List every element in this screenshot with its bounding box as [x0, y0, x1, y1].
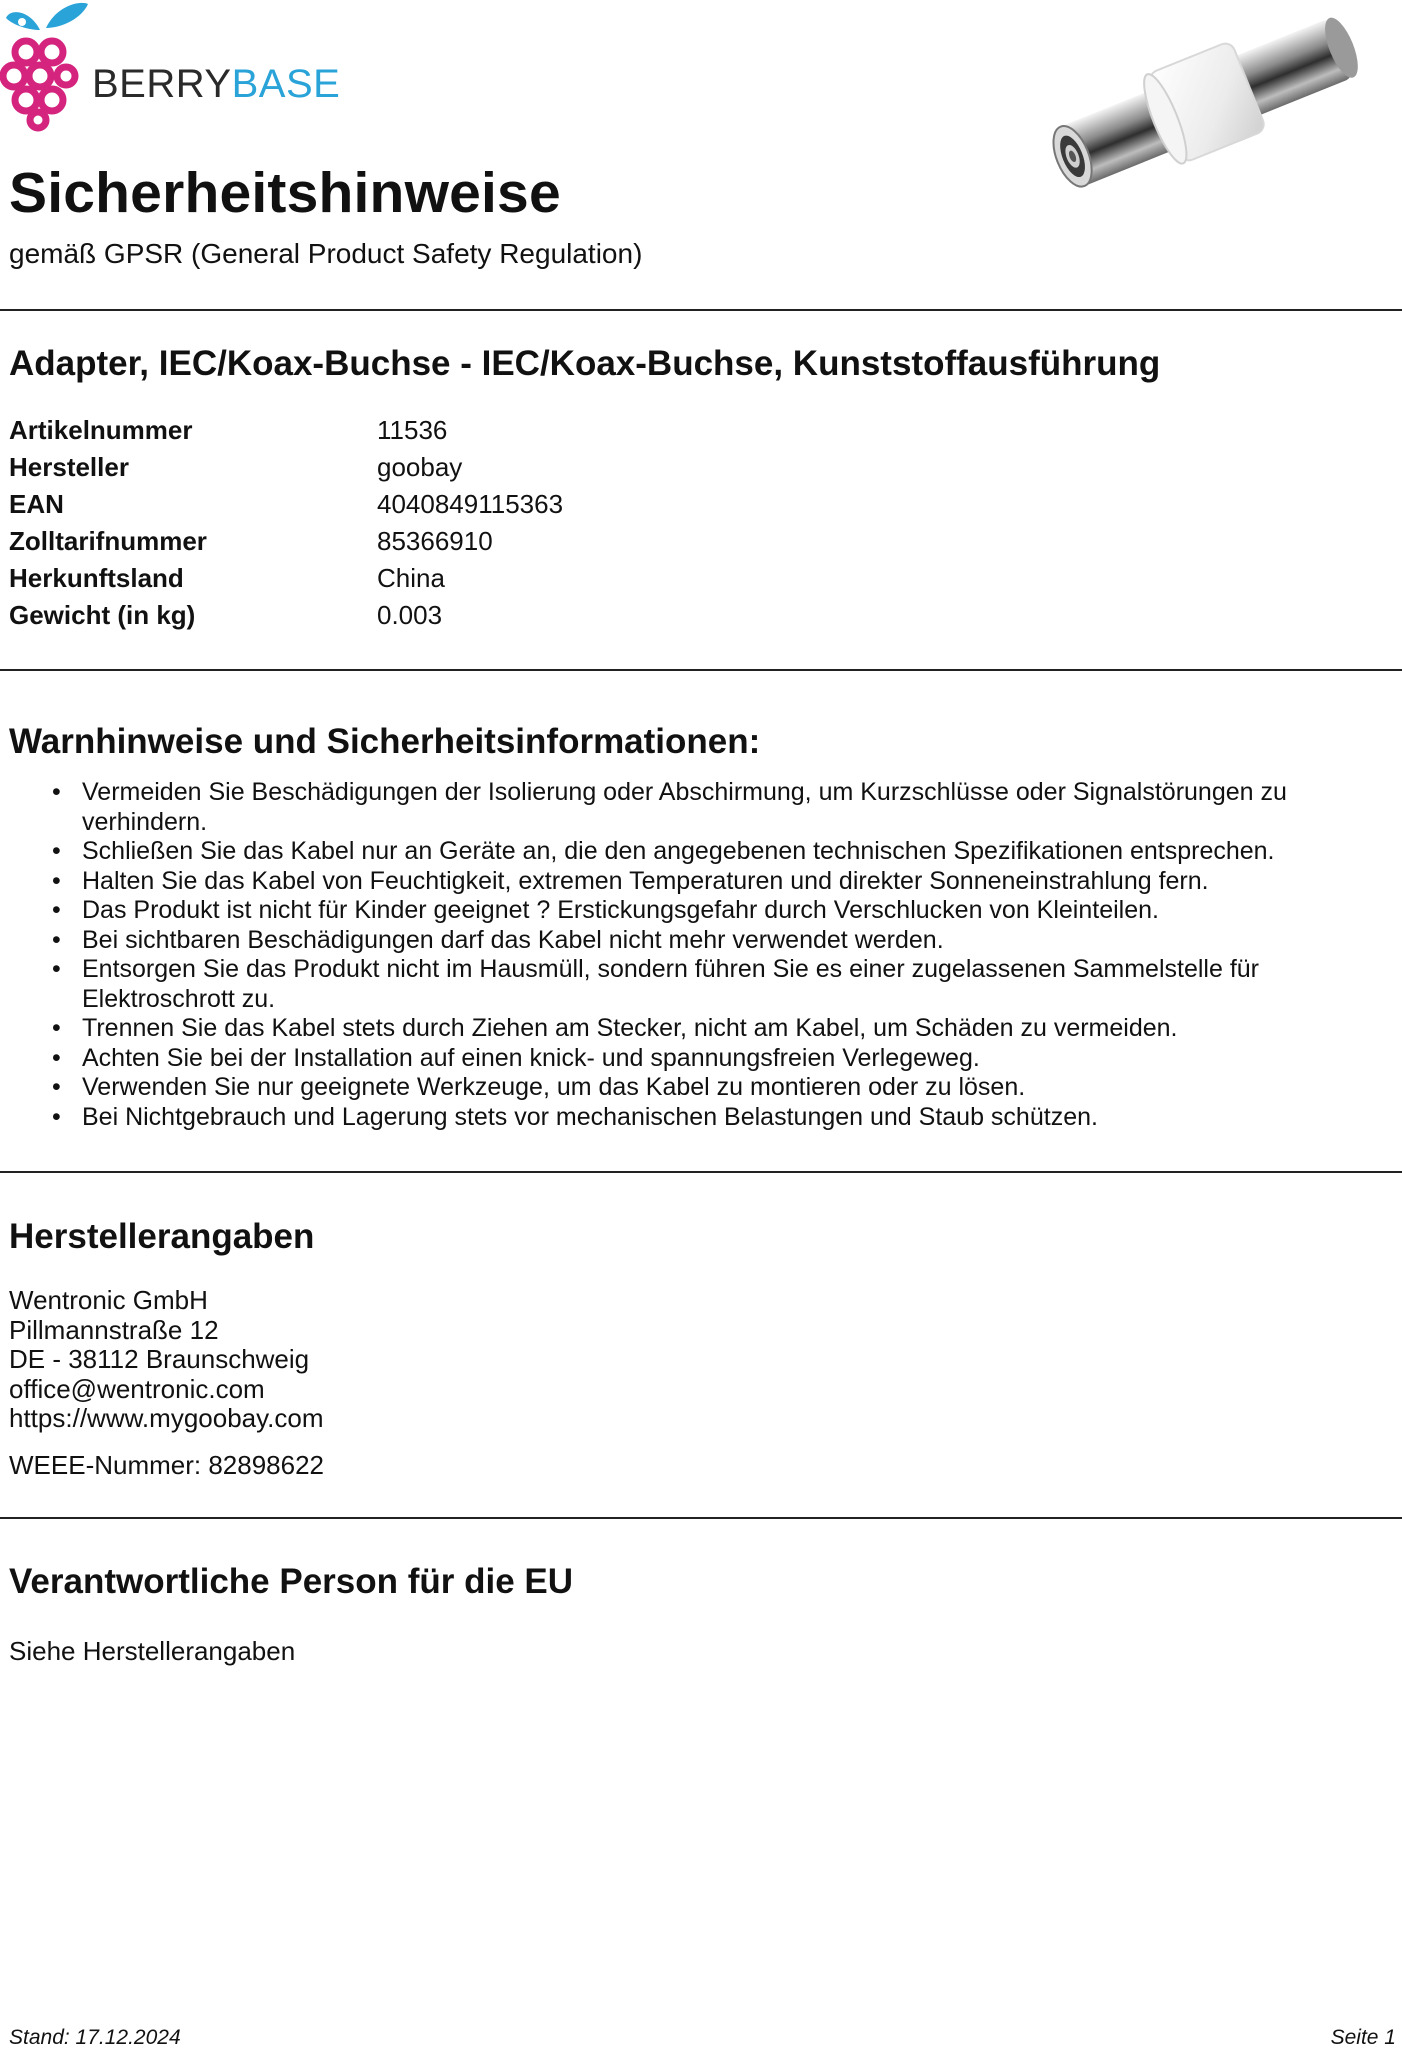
spec-row [9, 523, 563, 560]
website-link[interactable]: https://www.mygoobay.com [9, 1403, 324, 1433]
footer-page-number: Seite 1 [1330, 2026, 1396, 2049]
list-item: • Das Produkt ist nicht für Kinder geeignet ? Erstickungsgefahr durch Verschlucken von Kleinteilen. [0, 896, 1360, 926]
spec-value: China [377, 563, 445, 593]
spec-label: Artikelnummer [9, 415, 193, 445]
list-item: • Trennen Sie das Kabel stets durch Ziehen am Stecker, nicht am Kabel, um Schäden zu vermeiden. [0, 1014, 1360, 1044]
spec-value: 0.003 [377, 600, 443, 630]
spec-label: Herkunftsland [9, 563, 184, 593]
manufacturer-heading: Herstellerangaben [9, 1217, 315, 1256]
warnings-list [0, 778, 1360, 1132]
product-image [1042, 0, 1372, 205]
eu-person-heading: Verantwortliche Person für die EU [9, 1562, 574, 1601]
logo-wordmark [92, 62, 340, 107]
footer-date: Stand: 17.12.2024 [9, 2026, 181, 2049]
eu-person-text: Siehe Herstellerangaben [9, 1636, 296, 1666]
divider [0, 669, 1402, 671]
spec-row [9, 449, 563, 486]
logo-text-base: BASE [231, 62, 341, 106]
company-name: Wentronic GmbH [9, 1285, 208, 1315]
spec-label: Hersteller [9, 452, 129, 482]
page-title: Sicherheitshinweise [9, 161, 561, 225]
spec-label: EAN [9, 489, 64, 519]
spec-label: Gewicht (in kg) [9, 600, 196, 630]
divider [0, 1171, 1402, 1173]
spec-value: 85366910 [377, 526, 493, 556]
spec-table [9, 412, 563, 634]
coax-adapter-image [1042, 0, 1372, 205]
list-item: • Bei Nichtgebrauch und Lagerung stets vor mechanischen Belastungen und Staub schützen. [0, 1103, 1360, 1133]
spec-row [9, 412, 563, 449]
list-item: • Vermeiden Sie Beschädigungen der Isolierung oder Abschirmung, um Kurzschlüsse oder Signalstörungen zu verhindern. [0, 778, 1360, 837]
spec-row [9, 560, 563, 597]
list-item: • Achten Sie bei der Installation auf einen knick- und spannungsfreien Verlegeweg. [0, 1044, 1360, 1074]
list-item: • Schließen Sie das Kabel nur an Geräte an, die den angegebenen technischen Spezifikationen entsprechen. [0, 837, 1360, 867]
list-item: • Verwenden Sie nur geeignete Werkzeuge, um das Kabel zu montieren oder zu lösen. [0, 1073, 1360, 1103]
list-item: • Halten Sie das Kabel von Feuchtigkeit, extremen Temperaturen und direkter Sonneneinstrahlung fern. [0, 867, 1360, 897]
manufacturer-address [9, 1286, 324, 1434]
logo-text-berry: BERRY [92, 62, 232, 106]
spec-row [9, 486, 563, 523]
email-link[interactable]: office@wentronic.com [9, 1373, 265, 1404]
divider [0, 1517, 1402, 1519]
page-subtitle: gemäß GPSR (General Product Safety Regulation) [9, 238, 643, 269]
street: Pillmannstraße 12 [9, 1314, 219, 1345]
spec-value: 11536 [377, 415, 448, 445]
divider [0, 309, 1402, 311]
weee-number: WEEE-Nummer: 82898622 [9, 1450, 325, 1480]
warnings-heading: Warnhinweise und Sicherheitsinformationen: [9, 722, 761, 761]
city: DE - 38112 Braunschweig [9, 1344, 310, 1374]
spec-value: 4040849115363 [377, 489, 564, 519]
list-item: • Bei sichtbaren Beschädigungen darf das Kabel nicht mehr verwendet werden. [0, 926, 1360, 956]
spec-value: goobay [377, 452, 463, 482]
product-name: Adapter, IEC/Koax-Buchse - IEC/Koax-Buchse, Kunststoffausführung [9, 344, 1161, 383]
list-item: • Entsorgen Sie das Produkt nicht im Hausmüll, sondern führen Sie es einer zugelassenen Sammelstelle für Elektroschrott zu. [0, 955, 1360, 1014]
spec-row [9, 597, 563, 634]
spec-label: Zolltarifnummer [9, 526, 207, 556]
berry-icon [0, 0, 100, 132]
